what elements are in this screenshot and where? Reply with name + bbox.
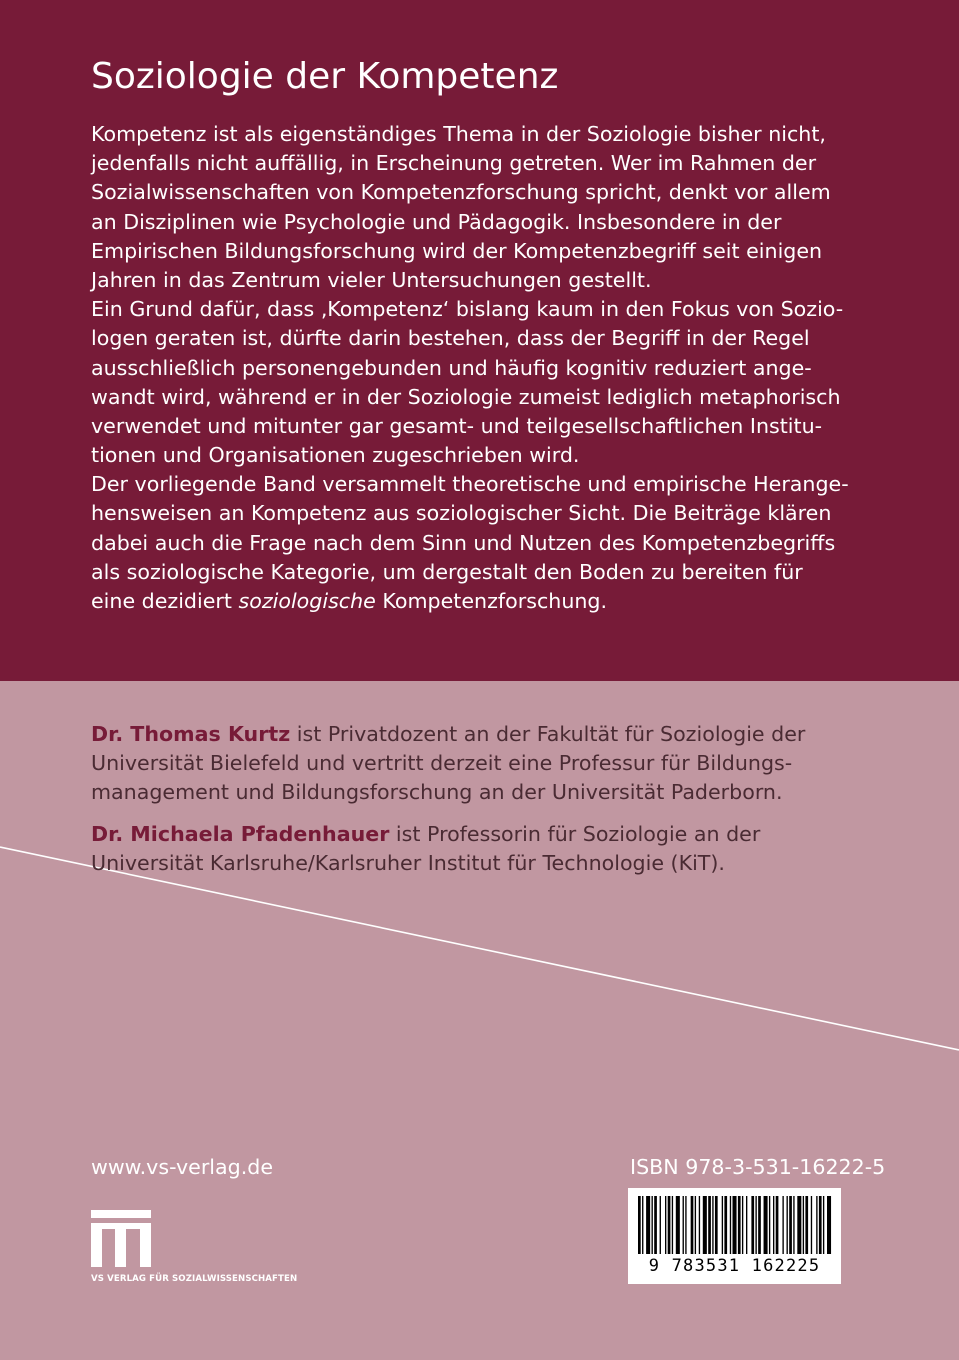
barcode-bar xyxy=(773,1196,774,1254)
blurb-line: ausschließlich personengebunden und häufig kognitiv reduziert ange- xyxy=(91,355,812,380)
barcode-bar xyxy=(665,1196,666,1254)
barcode-bar xyxy=(751,1196,754,1254)
blurb-line-last xyxy=(91,587,851,616)
barcode-bar xyxy=(695,1196,696,1254)
barcode-bar xyxy=(819,1196,822,1254)
blurb-line: verwendet und mitunter gar gesamt- und teilgesellschaftlichen Institu- xyxy=(91,413,823,438)
barcode-bar xyxy=(733,1196,737,1254)
barcode-bar xyxy=(746,1196,747,1254)
barcode-bar xyxy=(676,1196,680,1254)
barcode-bar xyxy=(712,1196,713,1254)
barcode-bar xyxy=(742,1196,743,1254)
barcode-bar xyxy=(764,1196,768,1254)
blurb-line: dabei auch die Frage nach dem Sinn und Nutzen des Kompetenzbegriffs xyxy=(91,530,836,555)
blurb-last-before: eine dezidiert xyxy=(91,589,239,613)
barcode-bar xyxy=(691,1196,694,1254)
blurb-line: Empirischen Bildungsforschung wird der Kompetenzbegriff seit einigen xyxy=(91,238,823,263)
blurb-line: jedenfalls nicht auffällig, in Erscheinung getreten. Wer im Rahmen der xyxy=(91,151,817,176)
barcode-bar xyxy=(638,1196,641,1254)
barcode-bar xyxy=(654,1196,657,1254)
barcode-bar xyxy=(755,1196,756,1254)
author-name: Dr. Thomas Kurtz xyxy=(91,722,291,746)
barcode-bar xyxy=(660,1196,661,1254)
barcode-bar xyxy=(823,1196,824,1254)
author-bio-line: Universität Bielefeld und vertritt derzeit eine Professur für Bildungs- xyxy=(91,751,793,776)
blurb-line: logen geraten ist, dürfte darin bestehen, dass der Begriff in der Regel xyxy=(91,326,810,351)
barcode-bar xyxy=(827,1196,831,1254)
barcode-bar xyxy=(730,1196,731,1254)
barcode-bar xyxy=(722,1196,723,1254)
blurb-line: Der vorliegende Band versammelt theoretische und empirische Herange- xyxy=(91,472,849,497)
publisher-logo xyxy=(91,1210,331,1290)
barcode-bar xyxy=(683,1196,684,1254)
barcode-bar xyxy=(787,1196,788,1254)
barcode-bar xyxy=(703,1196,707,1254)
barcode-bar xyxy=(793,1196,794,1254)
author-bio-line: management und Bildungsforschung an der Universität Paderborn. xyxy=(91,780,783,805)
barcode-bar xyxy=(811,1196,812,1254)
barcode xyxy=(628,1188,841,1284)
author-bio-pfadenhauer xyxy=(91,820,851,878)
barcode-bar xyxy=(789,1196,792,1254)
barcode-bar xyxy=(646,1196,650,1254)
barcode-bar xyxy=(797,1196,801,1254)
blurb-line: an Disziplinen wie Psychologie und Pädagogik. Insbesondere in der xyxy=(91,209,782,234)
barcode-bar xyxy=(738,1196,741,1254)
author-bio-kurtz xyxy=(91,720,851,808)
blurb-line: Sozialwissenschaften von Kompetenzforschung spricht, denkt vor allem xyxy=(91,180,831,205)
blurb-line: als soziologische Kategorie, um dergestalt den Boden zu bereiten für xyxy=(91,559,803,584)
blurb-text xyxy=(91,120,851,616)
barcode-bar xyxy=(816,1196,817,1254)
barcode-bar xyxy=(758,1196,761,1254)
blurb-line: Jahren in das Zentrum vieler Untersuchungen gestellt. xyxy=(91,267,652,292)
blurb-line: hensweisen an Kompetenz aus soziologischer Sicht. Die Beiträge klären xyxy=(91,501,832,526)
publisher-caption: VS VERLAG FÜR SOZIALWISSENSCHAFTEN xyxy=(91,1274,298,1284)
book-title: Soziologie der Kompetenz xyxy=(91,56,559,97)
blurb-last-italic: soziologische xyxy=(238,589,376,613)
barcode-bar xyxy=(805,1196,808,1254)
author-bio-text: ist Privatdozent an der Fakultät für Soziologie der xyxy=(290,722,806,746)
barcode-bar xyxy=(803,1196,804,1254)
vs-logo-icon xyxy=(91,1210,155,1270)
blurb-line: wandt wird, während er in der Soziologie zumeist lediglich metaphorisch xyxy=(91,384,841,409)
barcode-bar xyxy=(685,1196,686,1254)
barcode-bar xyxy=(672,1196,673,1254)
barcode-bar xyxy=(642,1196,643,1254)
blurb-line: tionen und Organisationen zugeschrieben wird. xyxy=(91,443,580,468)
blurb-line: Kompetenz ist als eigenständiges Thema in der Soziologie bisher nicht, xyxy=(91,122,826,146)
barcode-bar xyxy=(668,1196,671,1254)
author-bio-text: ist Professorin für Soziologie an der xyxy=(389,822,761,846)
barcode-bar xyxy=(776,1196,779,1254)
author-bio-line xyxy=(91,820,851,849)
blurb-last-after: Kompetenzforschung. xyxy=(375,589,608,613)
isbn-text: ISBN 978-3-531-16222-5 xyxy=(630,1155,886,1179)
barcode-bar xyxy=(769,1196,770,1254)
barcode-bar xyxy=(652,1196,653,1254)
author-name: Dr. Michaela Pfadenhauer xyxy=(91,822,390,846)
blurb-line: Ein Grund dafür, dass ‚Kompetenz‘ bislang kaum in den Fokus von Sozio- xyxy=(91,297,844,322)
barcode-bar xyxy=(699,1196,700,1254)
author-bio-line xyxy=(91,720,851,749)
barcode-bar xyxy=(715,1196,718,1254)
barcode-digits: 9 783531 162225 xyxy=(648,1256,821,1276)
publisher-url[interactable]: www.vs-verlag.de xyxy=(91,1155,274,1179)
barcode-bar xyxy=(782,1196,783,1254)
barcode-bar xyxy=(708,1196,711,1254)
author-bio-line: Universität Karlsruhe/Karlsruher Institut für Technologie (KiT). xyxy=(91,851,725,876)
barcode-bar xyxy=(724,1196,727,1254)
